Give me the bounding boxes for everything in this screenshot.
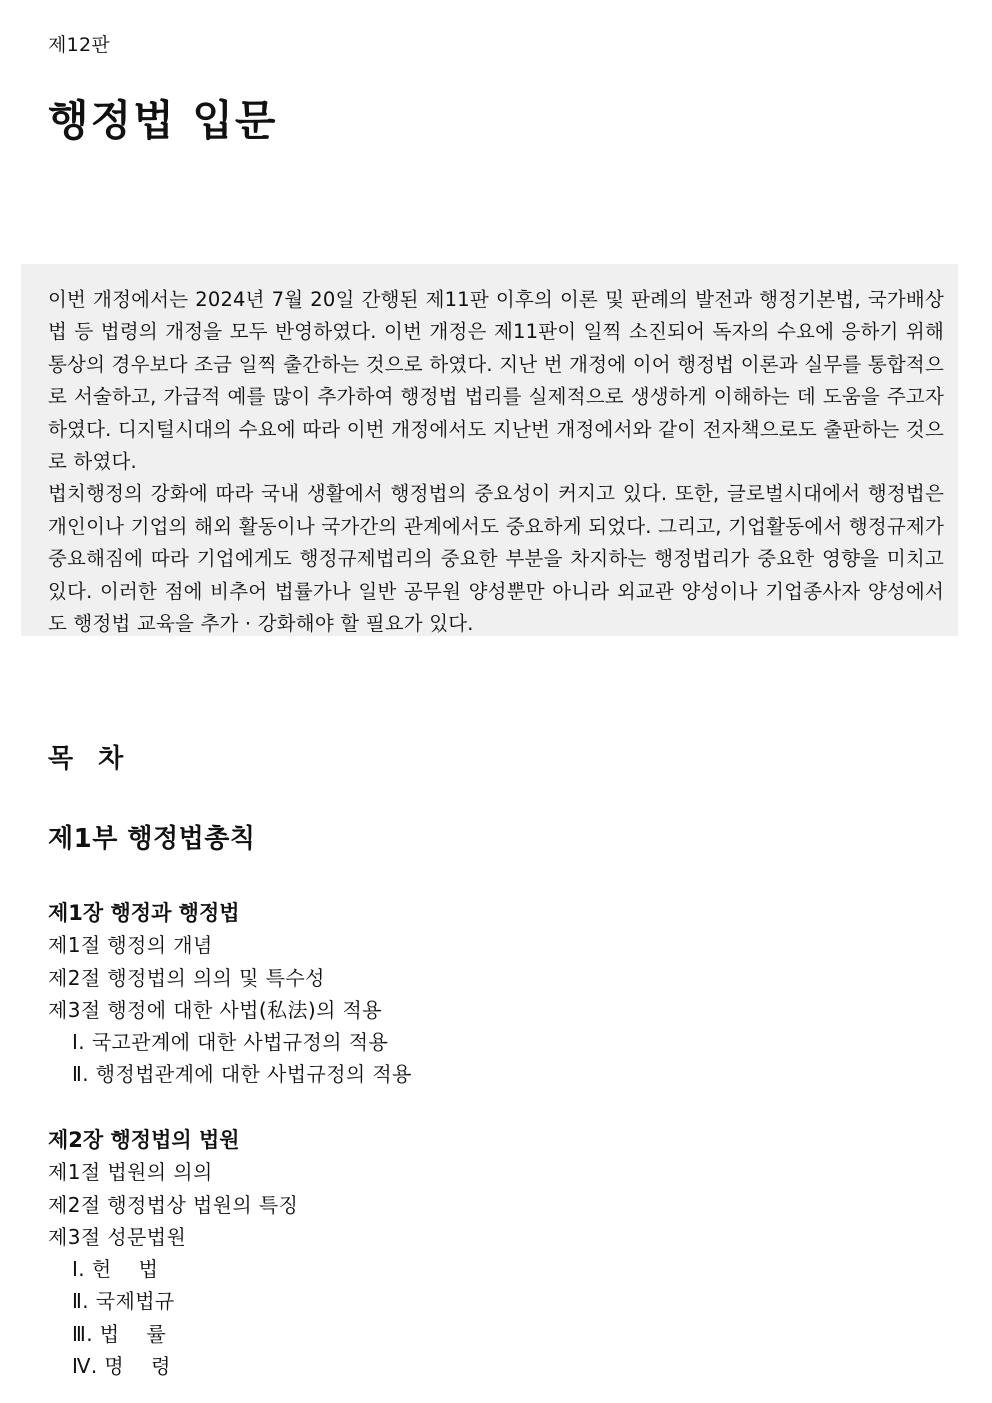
preface-paragraph: 법치행정의 강화에 따라 국내 생활에서 행정법의 중요성이 커지고 있다. 또한, 글로벌시대에서 행정법은 개인이나 기업의 해외 활동이나 국가간의 관계에서도 중요하게 되었다. 그리고, 기업활동에서 행정규제가 중요해짐에 따라 기업에게도 행정규제법리의 중요한 부분을 차지하는 행정법리가 중요한 영향을 미치고 있다. 이러한 점에 비추어 법률가나 일반 공무원 양성뿐만 아니라 외교관 양성이나 기업종사자 양성에서도 행정법 교육을 추가 · 강화해야 할 필요가 있다. [48,482,944,636]
toc-subsection: Ⅲ. 법 률 [72,1321,167,1346]
preface-box [21,264,958,636]
book-title: 행정법 입문 [48,96,278,145]
toc-chapter [48,897,412,1091]
edition-label: 제12판 [48,34,111,56]
toc-subsection: Ⅰ. 국고관계에 대한 사법규정의 적용 [72,1030,389,1055]
toc-chapter [48,1124,298,1382]
toc-section: 제3절 행정에 대한 사법(私法)의 적용 [48,997,382,1022]
toc-subsection: Ⅱ. 행정법관계에 대한 사법규정의 적용 [72,1062,412,1087]
toc-subsection: Ⅱ. 국제법규 [72,1289,175,1314]
toc-section: 제3절 성문법원 [48,1224,187,1249]
toc-section: 제2절 행정법의 의의 및 특수성 [48,965,325,990]
toc-section: 제2절 행정법상 법원의 특징 [48,1192,299,1217]
toc-section: 제1절 행정의 개념 [48,933,213,958]
toc-subsection: Ⅰ. 헌 법 [72,1257,159,1282]
chapter-title: 제1장 행정과 행정법 [48,901,240,925]
toc-subsection: Ⅳ. 명 령 [72,1354,171,1379]
part-title: 제1부 행정법총칙 [48,824,256,854]
toc-section: 제1절 법원의 의의 [48,1160,213,1185]
chapter-title: 제2장 행정법의 법원 [48,1128,240,1152]
toc-heading: 목 차 [48,744,132,774]
preface-paragraph: 이번 개정에서는 2024년 7월 20일 간행된 제11판 이후의 이론 및 판례의 발전과 행정기본법, 국가배상법 등 법령의 개정을 모두 반영하였다. 이번 개정은 제11판이 일찍 소진되어 독자의 수요에 응하기 위해 통상의 경우보다 조금 일찍 출간하는 것으로 하였다. 지난 번 개정에 이어 행정법 이론과 실무를 통합적으로 서술하고, 가급적 예를 많이 추가하여 행정법 법리를 실제적으로 생생하게 이해하는 데 도움을 주고자 하였다. 디지털시대의 수요에 따라 이번 개정에서도 지난번 개정에서와 같이 전자책으로도 출판하는 것으로 하였다. [48,288,944,474]
